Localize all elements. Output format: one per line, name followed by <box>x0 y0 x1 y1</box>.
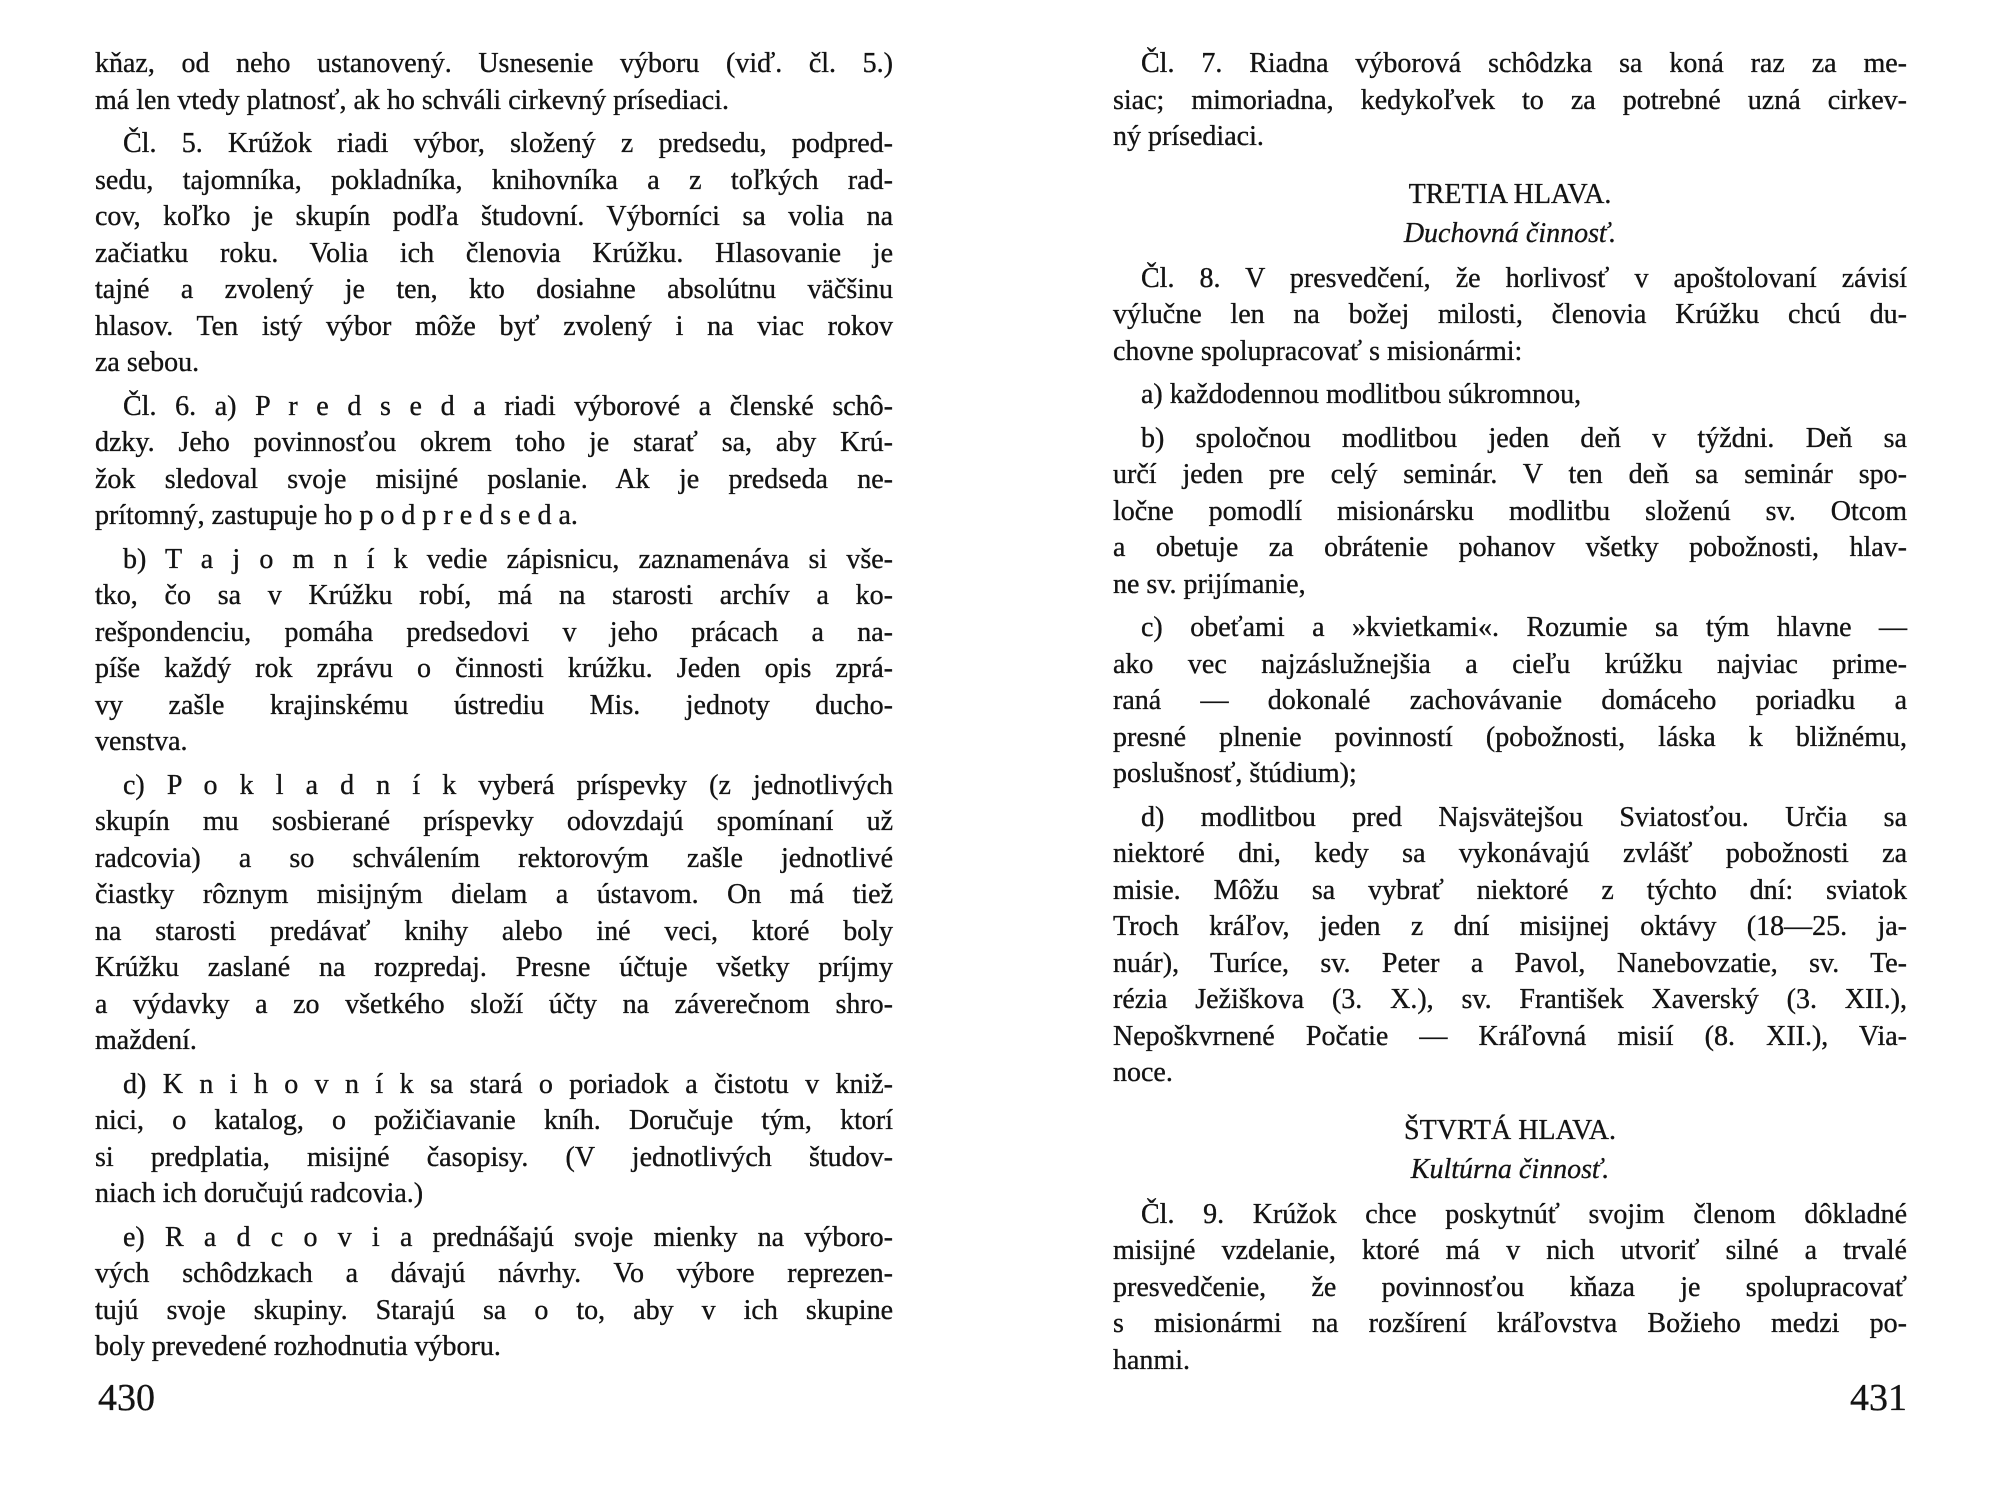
page-number-right: 431 <box>1850 1377 1907 1419</box>
text-line: misie. Môžu sa vybrať niektoré z týchto dní: sviatok <box>1113 874 1907 906</box>
paragraph <box>1113 261 1907 371</box>
text-line: na starosti predávať knihy alebo iné veci, ktoré boly <box>95 915 893 947</box>
text-line: skupín mu sosbierané príspevky odovzdajú spomínaní už <box>95 806 893 837</box>
text-line: a výdavky a zo všetkého složí účty na záverečnom shro- <box>95 988 893 1020</box>
text-line: presné plnenie povinností (pobožnosti, láska k bližnému, <box>1113 721 1907 753</box>
text-line: tujú svoje skupiny. Starajú sa o to, aby v ich skupine <box>95 1294 893 1326</box>
chapter-subheading: Kultúrna činnosť. <box>1410 1153 1610 1185</box>
text-line: sedu, tajomníka, pokladníka, knihovníka a z toľkých rad- <box>95 164 893 196</box>
paragraph <box>95 1220 893 1366</box>
text-line: ný prísediaci. <box>1113 121 1264 152</box>
text-line: výlučne len na božej milosti, členovia Krúžku chcú du- <box>1113 299 1907 330</box>
text-line: presvedčenie, že povinnosťou kňaza je spolupracovať <box>1113 1271 1907 1303</box>
text-line: Nepoškvrnené Počatie — Kráľovná misií (8. XII.), Via- <box>1113 1020 1907 1052</box>
text-line: cov, koľko je skupín podľa študovní. Výborníci sa volia na <box>95 201 893 232</box>
text-line: maždení. <box>95 1025 197 1056</box>
text-line: má len vtedy platnosť, ak ho schváli cirkevný prísediaci. <box>95 84 730 116</box>
text-line: c) obeťami a »kvietkami«. Rozumie sa tým hlavne — <box>1141 612 1907 643</box>
text-line: Krúžku zaslané na rozpredaj. Presne účtuje všetky príjmy <box>95 952 893 983</box>
text-line: hlasov. Ten istý výbor môže byť zvolený i na viac rokov <box>95 310 893 342</box>
paragraph <box>95 389 893 535</box>
paragraph <box>1113 610 1907 793</box>
paragraph <box>95 46 893 119</box>
text-line: niach ich doručujú radcovia.) <box>95 1178 424 1209</box>
text-line: poslušnosť, štúdium); <box>1113 758 1357 789</box>
text-line: Čl. 6. a) P r e d s e d a riadi výborové a členské schô- <box>123 390 893 422</box>
text-line: rézia Ježiškova (3. X.), sv. František Xaverský (3. XII.), <box>1113 984 1907 1015</box>
text-line: nici, o katalog, o požičiavanie kníh. Doručuje tým, ktorí <box>95 1105 893 1136</box>
text-line: ako vec najzáslužnejšia a cieľu krúžku najviac prime- <box>1113 648 1907 680</box>
text-line: dzky. Jeho povinnosťou okrem toho je starať sa, aby Krú- <box>95 427 893 458</box>
paragraph <box>95 1067 893 1213</box>
text-line: čiastky rôznym misijným dielam a ústavom. On má tiež <box>95 879 893 910</box>
text-line: tajné a zvolený je ten, kto dosiahne absolútnu väčšinu <box>95 274 893 305</box>
paragraph <box>1113 800 1907 1092</box>
page-number-left: 430 <box>98 1377 155 1419</box>
chapter-heading: TRETIA HLAVA. <box>1408 178 1612 210</box>
text-line: kňaz, od neho ustanovený. Usnesenie výboru (viď. čl. 5.) <box>95 48 893 79</box>
text-line: Čl. 7. Riadna výborová schôdzka sa koná raz za me- <box>1141 48 1907 79</box>
text-line: siac; mimoriadna, kedykoľvek to za potrebné uzná cirkev- <box>1113 84 1907 116</box>
text-line: Čl. 9. Krúžok chce poskytnúť svojim členom dôkladné <box>1141 1198 1907 1230</box>
text-line: Troch kráľov, jeden z dní misijnej oktávy (18—25. ja- <box>1113 911 1907 942</box>
text-line: b) spoločnou modlitbou jeden deň v týždni. Deň sa <box>1141 422 1907 454</box>
text-line: b) T a j o m n í k vedie zápisnicu, zaznamenáva si vše- <box>123 543 893 575</box>
text-line: Čl. 8. V presvedčení, že horlivosť v apoštolovaní závisí <box>1141 262 1907 294</box>
text-line: a) každodennou modlitbou súkromnou, <box>1141 379 1582 410</box>
text-line: nuár), Turíce, sv. Peter a Pavol, Nanebovzatie, sv. Te- <box>1113 947 1907 979</box>
text-line: si predplatia, misijné časopisy. (V jednotlivých študov- <box>95 1141 893 1173</box>
text-line: ločne pomodlí misionársku modlitbu složenú sv. Otcom <box>1113 495 1907 527</box>
paragraph <box>95 768 893 1060</box>
text-line: vých schôdzkach a dávajú návrhy. Vo výbore reprezen- <box>95 1258 893 1289</box>
paragraph <box>1113 1197 1907 1380</box>
text-line: hanmi. <box>1113 1344 1190 1376</box>
text-line: radcovia) a so schválením rektorovým zašle jednotlivé <box>95 842 893 874</box>
chapter-heading: ŠTVRTÁ HLAVA. <box>1404 1114 1616 1146</box>
text-line: Čl. 5. Krúžok riadi výbor, složený z predsedu, podpred- <box>123 128 893 159</box>
right-page-text <box>1113 46 1907 1379</box>
text-line: žok sledoval svoje misijné poslanie. Ak je predseda ne- <box>95 463 893 495</box>
text-line: c) P o k l a d n í k vyberá príspevky (z jednotlivých <box>123 769 893 801</box>
paragraph <box>1113 46 1907 156</box>
text-line: píše každý rok zprávu o činnosti krúžku. Jeden opis zprá- <box>95 653 893 684</box>
text-line: chovne spolupracovať s misionármi: <box>1113 335 1523 367</box>
chapter-subheading: Duchovná činnosť. <box>1403 217 1617 249</box>
text-line: vy zašle krajinskému ústrediu Mis. jednoty ducho- <box>95 689 893 721</box>
text-line: noce. <box>1113 1057 1173 1088</box>
text-line: raná — dokonalé zachovávanie domáceho poriadku a <box>1113 685 1907 716</box>
paragraph <box>1113 421 1907 604</box>
left-page-text <box>95 46 893 1366</box>
text-line: tko, čo sa v Krúžku robí, má na starosti archív a ko- <box>95 580 893 611</box>
paragraph <box>95 126 893 382</box>
text-line: d) modlitbou pred Najsvätejšou Sviatosťou. Určia sa <box>1141 801 1907 833</box>
text-line: za sebou. <box>95 347 200 378</box>
text-line: e) R a d c o v i a prednášajú svoje mienky na výboro- <box>123 1221 893 1253</box>
text-line: boly prevedené rozhodnutia výboru. <box>95 1331 501 1362</box>
text-line: určí jeden pre celý seminár. V ten deň sa seminár spo- <box>1113 459 1907 490</box>
text-line: misijné vzdelanie, ktoré má v nich utvoriť silné a trvalé <box>1113 1235 1907 1266</box>
text-line: začiatku roku. Volia ich členovia Krúžku. Hlasovanie je <box>95 237 893 269</box>
text-line: prítomný, zastupuje ho p o d p r e d s e d a. <box>95 500 578 531</box>
text-line: niektoré dni, kedy sa vykonávajú zvlášť pobožnosti za <box>1113 838 1907 869</box>
paragraph <box>95 542 893 761</box>
text-line: ne sv. prijímanie, <box>1113 568 1306 600</box>
text-line: d) K n i h o v n í k sa stará o poriadok a čistotu v kniž- <box>123 1068 893 1100</box>
paragraph <box>1113 377 1907 414</box>
text-line: a obetuje za obrátenie pohanov všetky pobožnosti, hlav- <box>1113 532 1907 563</box>
text-line: venstva. <box>95 726 188 757</box>
text-line: s misionármi na rozšírení kráľovstva Božieho medzi po- <box>1113 1308 1907 1339</box>
text-line: rešpondenciu, pomáha predsedovi v jeho prácach a na- <box>95 616 893 648</box>
